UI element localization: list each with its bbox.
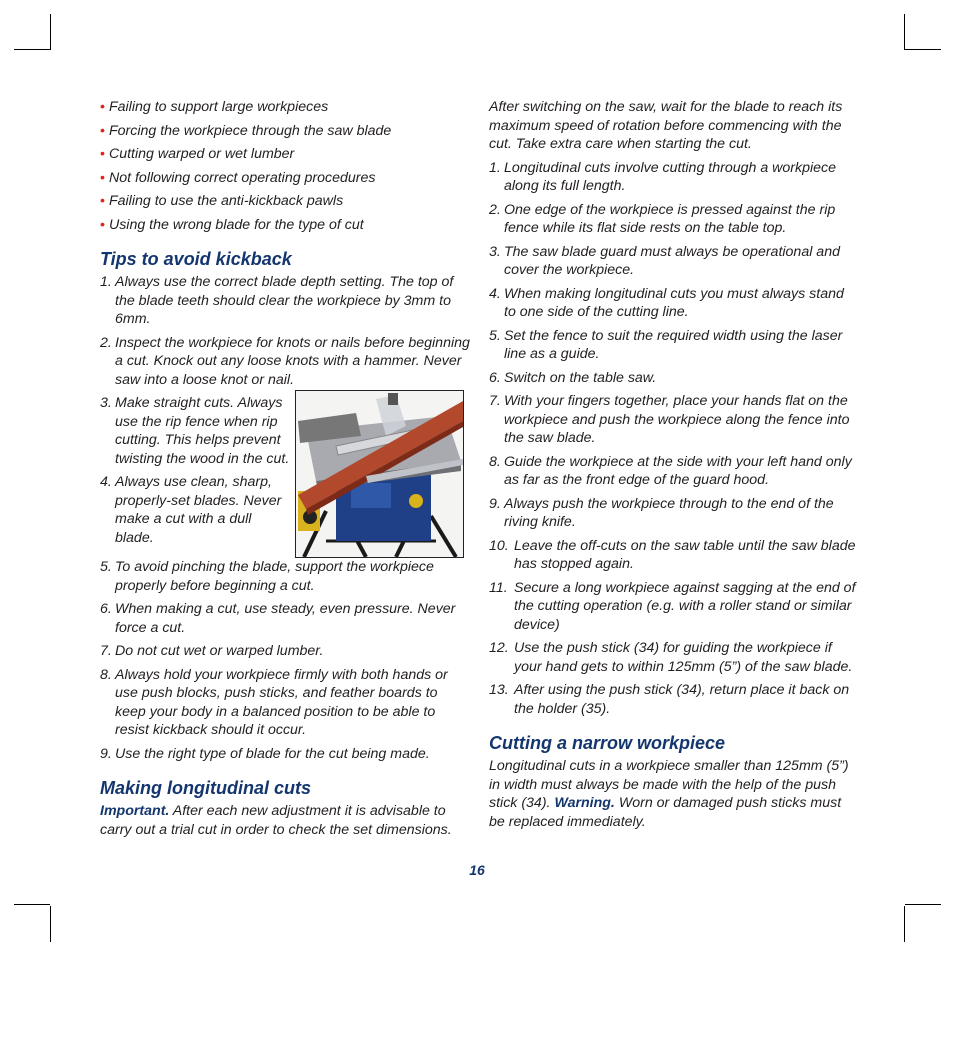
longitudinal-heading: Making longitudinal cuts [100,778,311,798]
list-item: 1. Always use the correct blade depth setting. The top of the blade teeth should clear the workpiece by 3mm to 6mm. [100,274,454,327]
list-item: 8. Always hold your workpiece firmly with both hands or use push blocks, push sticks, and feather boards to keep your body in a balanced position to be able to resist kickback should it occur. [100,666,448,738]
list-item: 11. Secure a long workpiece against sagging at the end of the cutting operation (e.g. with a roller stand or similar device) [489,579,856,633]
table-saw-illustration [296,391,463,557]
list-item: 5. To avoid pinching the blade, support the workpiece properly before beginning a cut. [100,559,434,594]
list-item: 12. Use the push stick (34) for guiding the workpiece if your hand gets to within 125mm (5”) of the saw blade. [489,640,853,675]
image-wrap-block [100,394,470,558]
list-item: 13. After using the push stick (34), return place it back on the holder (35). [489,682,850,717]
bullet-item: • Not following correct operating procedures [100,169,376,186]
bullet-item: • Failing to use the anti-kickback pawls [100,193,344,209]
kickback-heading: Tips to avoid kickback [100,249,292,269]
list-item: 5. Set the fence to suit the required width using the laser line as a guide. [489,327,843,362]
crop-mark [904,906,905,942]
crop-mark [50,14,51,50]
bullet-dot-icon: • [100,146,105,162]
table-saw-photo [295,390,464,558]
list-item: 4. Always use clean, sharp, properly-set blades. Never make a cut with a dull blade. [100,474,282,546]
intro-paragraph: After switching on the saw, wait for the blade to reach its maximum speed of rotation before commencing with the cut. Take extra care when starting the cut. [489,99,843,152]
narrow-workpiece-heading: Cutting a narrow workpiece [489,733,726,753]
list-item: 7. With your fingers together, place your hands flat on the workpiece and push the workpiece along the fence into the saw blade. [489,393,850,446]
list-item: 6. When making a cut, use steady, even pressure. Never force a cut. [100,601,456,636]
bullet-dot-icon: • [100,169,105,186]
list-item: 2. One edge of the workpiece is pressed against the rip fence while its flat side rests on the table top. [489,201,836,236]
right-column [489,98,859,836]
list-item: 7. Do not cut wet or warped lumber. [100,643,324,659]
crop-mark [904,14,905,50]
crop-mark [50,906,51,942]
list-item: 3. Make straight cuts. Always use the rip fence when rip cutting. This helps prevent twisting the wood in the cut. [100,395,290,467]
list-item: 8. Guide the workpiece at the side with your left hand only as far as the front edge of the guard hood. [489,453,852,488]
bullet-item: • Failing to support large workpieces [100,99,329,115]
bullet-item: • Using the wrong blade for the type of cut [100,216,364,233]
crop-mark [14,49,50,50]
bullet-dot-icon: • [100,216,105,233]
crop-mark [905,49,941,50]
list-item: 6. Switch on the table saw. [489,369,657,386]
bullet-dot-icon: • [100,122,105,139]
important-paragraph: Important. After each new adjustment it is advisable to carry out a trial cut in order to check the set dimensions. [100,803,452,838]
narrow-paragraph: Longitudinal cuts in a workpiece smaller than 125mm (5”) in width must always be made with the help of the push stick (34). Warning. Worn or damaged push sticks must be replaced immediately. [489,758,849,830]
bullet-item: • Cutting warped or wet lumber [100,146,295,162]
list-item: 9. Always push the workpiece through to the end of the riving knife. [489,495,834,530]
list-item: 9. Use the right type of blade for the cut being made. [100,745,430,762]
page-number: 16 [469,862,485,878]
bullet-dot-icon: • [100,193,105,209]
list-item: 4. When making longitudinal cuts you must always stand to one side of the cutting line. [489,285,844,320]
list-item: 2. Inspect the workpiece for knots or nails before beginning a cut. Knock out any loose knots with a hammer. Never saw into a loose knot or nail. [100,334,470,388]
left-column [100,98,470,844]
list-item: 3. The saw blade guard must always be operational and cover the workpiece. [489,243,840,278]
crop-mark [14,904,50,905]
list-item: 10. Leave the off-cuts on the saw table until the saw blade has stopped again. [489,537,856,572]
crop-mark [905,904,941,905]
bullet-dot-icon: • [100,99,105,115]
list-item: 1. Longitudinal cuts involve cutting through a workpiece along its full length. [489,159,837,194]
bullet-item: • Forcing the workpiece through the saw blade [100,122,392,139]
